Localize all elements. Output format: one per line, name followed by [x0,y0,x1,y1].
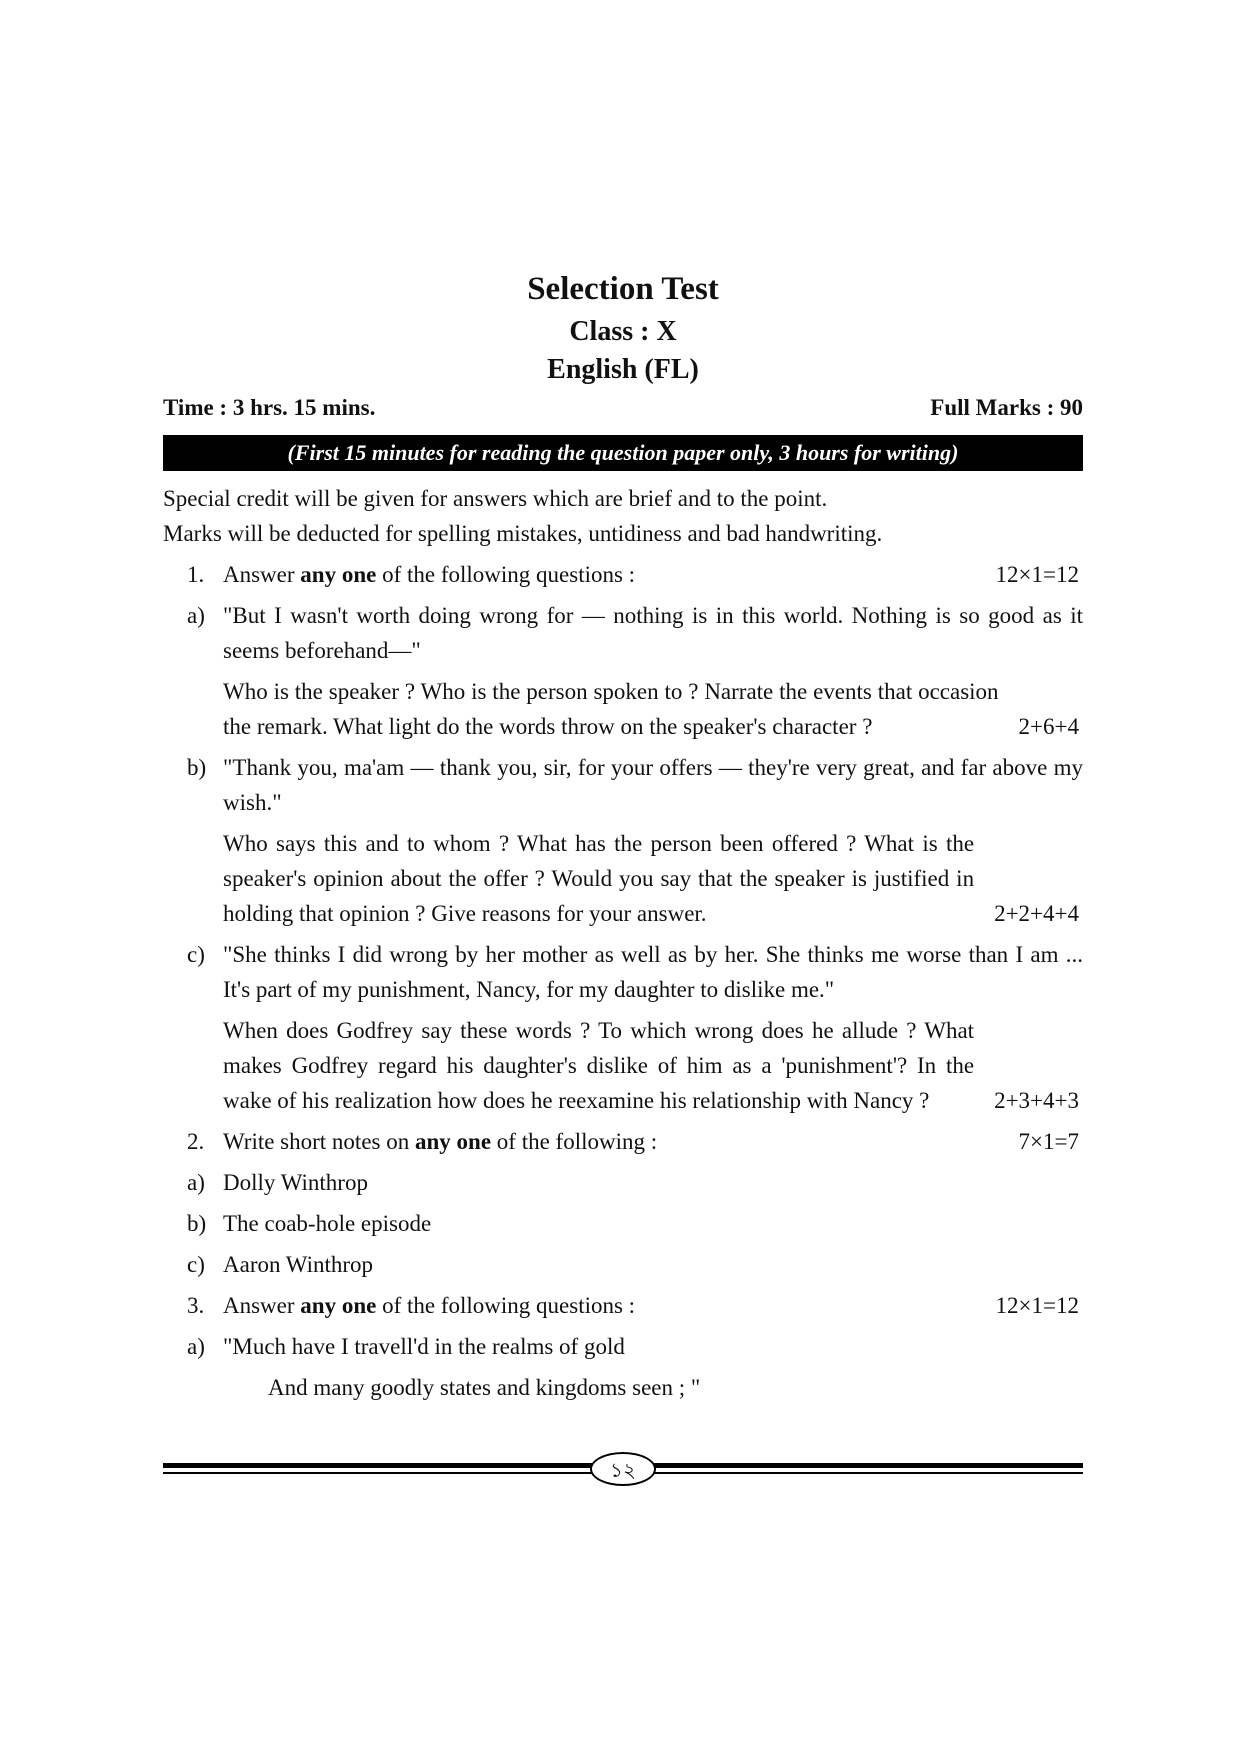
full-marks: Full Marks : 90 [930,395,1083,420]
question-2a [163,1165,1083,1200]
question-1a [163,598,1083,668]
question-number: 3. [187,1293,205,1318]
question-marks: 12×1=12 [995,1293,1079,1318]
question-2b [163,1206,1083,1241]
note-topic: Dolly Winthrop [223,1170,368,1195]
item-label: b) [187,1211,207,1236]
quote-text: "She thinks I did wrong by her mother as well as by her. She thinks me worse than I am ... It's part of my punishment, Nancy, for my daughter to dislike me." [223,942,1083,1002]
question-1b-prompt [223,826,1083,931]
item-label: b) [187,755,207,780]
instruction-credit: Special credit will be given for answers which are brief and to the point. [163,486,828,511]
item-label: a) [187,1334,205,1359]
prompt-text: Who is the speaker ? Who is the person spoken to ? Narrate the events that occasion the remark. What light do the words throw on the speaker's character ? [223,679,999,739]
item-label: c) [187,1252,205,1277]
time-allowed: Time : 3 hrs. 15 mins. [163,395,376,420]
item-marks: 2+2+4+4 [994,901,1079,926]
item-label: c) [187,942,205,967]
question-3a [163,1329,1083,1364]
note-topic: The coab-hole episode [223,1211,432,1236]
item-marks: 2+6+4 [1018,714,1079,739]
quote-text: "But I wasn't worth doing wrong for — nothing is in this world. Nothing is so good as it seems beforehand—" [223,603,1083,663]
question-1a-prompt [223,674,1083,744]
item-label: a) [187,1170,205,1195]
question-marks: 7×1=7 [1018,1129,1079,1154]
verse-line-2: And many goodly states and kingdoms seen ; " [268,1375,701,1400]
class-line: Class : X [569,316,677,347]
question-marks: 12×1=12 [995,562,1079,587]
question-1b [163,750,1083,820]
prompt-text: Who says this and to whom ? What has the person been offered ? What is the speaker's opinion about the offer ? Would you say that the speaker is justified in holding that opinion ? Give reasons for your answer. [223,831,975,926]
question-number: 2. [187,1129,205,1154]
question-number: 1. [187,562,205,587]
item-label: a) [187,603,205,628]
time-marks-row [163,389,1083,427]
page-number: ১২ [590,1452,656,1486]
question-2-heading [163,1124,1083,1159]
question-1-heading [163,557,1083,592]
page-footer [163,1452,1083,1488]
question-2c [163,1247,1083,1282]
question-instruction: Answer any one of the following questions : [223,1293,636,1318]
verse-line-1: "Much have I travell'd in the realms of gold [223,1334,625,1359]
question-3-heading [163,1288,1083,1323]
exam-page [163,265,1083,1405]
subject-line: English (FL) [547,354,699,385]
reading-time-banner: (First 15 minutes for reading the question paper only, 3 hours for writing) [163,435,1083,471]
question-1c [163,937,1083,1007]
question-instruction: Write short notes on any one of the following : [223,1129,658,1154]
question-1c-prompt [223,1013,1083,1118]
note-topic: Aaron Winthrop [223,1252,374,1277]
question-instruction: Answer any one of the following questions : [223,562,636,587]
exam-title: Selection Test [527,271,719,307]
quote-text: "Thank you, ma'am — thank you, sir, for your offers — they're very great, and far above my wish." [223,755,1083,815]
prompt-text: When does Godfrey say these words ? To which wrong does he allude ? What makes Godfrey regard his daughter's dislike of him as a 'punishment'? In the wake of his realization how does he reexamine his relationship with Nancy ? [223,1018,975,1113]
item-marks: 2+3+4+3 [994,1088,1079,1113]
instruction-deduction: Marks will be deducted for spelling mistakes, untidiness and bad handwriting. [163,521,883,546]
